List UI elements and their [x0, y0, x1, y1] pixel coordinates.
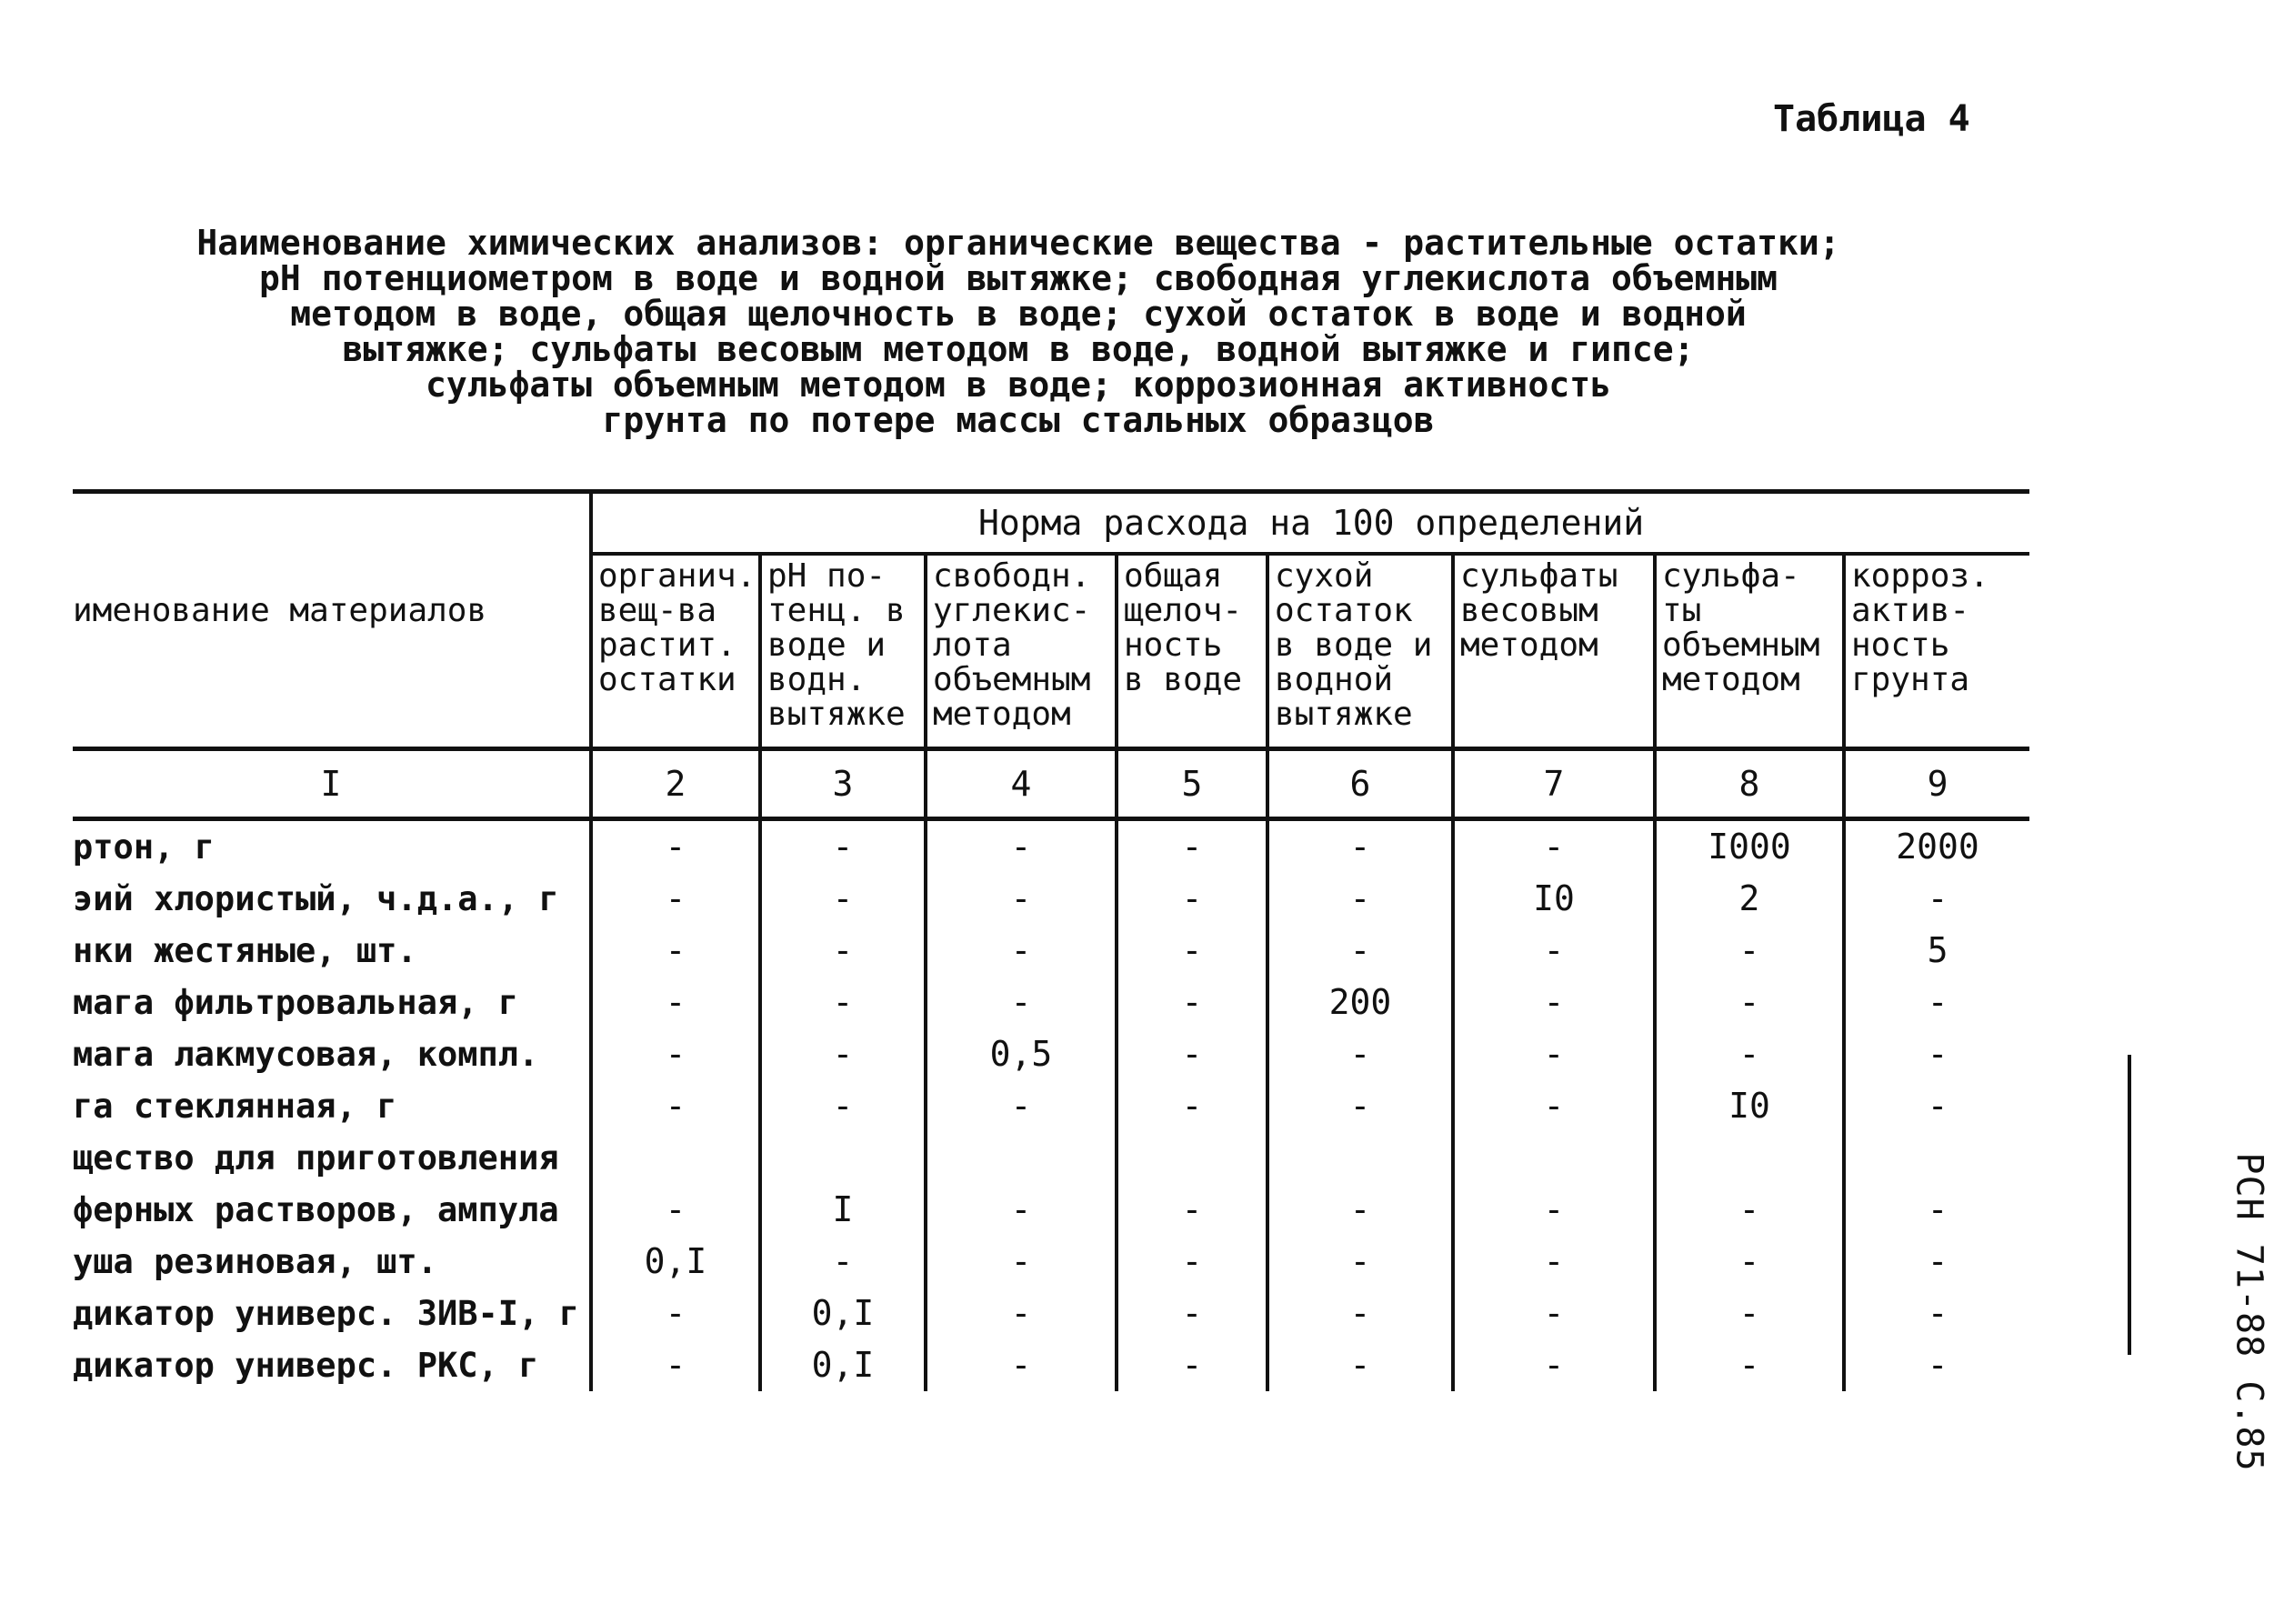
norm-value: 0,I — [760, 1339, 926, 1391]
table-row — [73, 1236, 2029, 1288]
norm-value: - — [1117, 925, 1267, 977]
norm-value: I — [760, 1184, 926, 1236]
norm-value: - — [926, 977, 1117, 1028]
norm-value: I0 — [1655, 1080, 1844, 1132]
material-name: ферных растворов, ампула — [73, 1190, 559, 1229]
materials-header: именование материалов — [73, 492, 591, 749]
material-name: дикатор универс. ЗИВ-I, г — [73, 1294, 579, 1333]
side-rule — [2128, 1055, 2131, 1355]
col-header-ph: рН по- тенц. в воде и водн. вытяжке — [760, 554, 926, 749]
column-number: 2 — [591, 749, 760, 819]
norm-value — [926, 1132, 1117, 1184]
norm-value: - — [760, 819, 926, 874]
norm-value: - — [1267, 873, 1453, 925]
table-row — [73, 1288, 2029, 1339]
norm-value: - — [1453, 1080, 1655, 1132]
norm-value: - — [760, 873, 926, 925]
norm-value: - — [1267, 1236, 1453, 1288]
table-heading — [109, 223, 1928, 440]
norm-value: 0,5 — [926, 1028, 1117, 1080]
norm-value: - — [1267, 819, 1453, 874]
norm-value: - — [926, 1236, 1117, 1288]
norm-value: - — [591, 873, 760, 925]
norm-value: - — [1655, 1028, 1844, 1080]
norm-value: 0,I — [760, 1288, 926, 1339]
table-body — [73, 819, 2029, 1392]
heading-line: сульфаты объемным методом в воде; коррозионная активность — [425, 365, 1612, 405]
norm-value: 2000 — [1844, 819, 2029, 874]
norm-value: - — [760, 1028, 926, 1080]
column-number: 7 — [1453, 749, 1655, 819]
norm-value: - — [1267, 925, 1453, 977]
norm-value: - — [1117, 1339, 1267, 1391]
table-number-label: Таблица 4 — [1773, 98, 1970, 140]
norm-value: - — [1453, 1339, 1655, 1391]
norm-value — [1267, 1132, 1453, 1184]
norm-value: I0 — [1453, 873, 1655, 925]
table-row — [73, 873, 2029, 925]
norm-value: - — [1117, 1288, 1267, 1339]
norm-value: - — [1117, 873, 1267, 925]
table-row — [73, 1132, 2029, 1184]
materials-table — [73, 489, 2029, 1391]
norm-value: - — [1117, 819, 1267, 874]
norm-value: - — [926, 1080, 1117, 1132]
norm-value: - — [926, 1339, 1117, 1391]
norm-value: - — [1655, 1288, 1844, 1339]
material-name: щество для приготовления — [73, 1138, 559, 1178]
norm-value: - — [1117, 1080, 1267, 1132]
col-header-organic: органич. вещ-ва растит. остатки — [591, 554, 760, 749]
column-number: 9 — [1844, 749, 2029, 819]
norm-value: - — [591, 1288, 760, 1339]
material-name: уша резиновая, шт. — [73, 1242, 437, 1281]
norm-value: - — [1844, 1236, 2029, 1288]
table-row — [73, 977, 2029, 1028]
norm-value: - — [1844, 1288, 2029, 1339]
norm-value: - — [760, 1236, 926, 1288]
norm-value: - — [1453, 925, 1655, 977]
column-number: I — [73, 749, 591, 819]
norm-value — [1453, 1132, 1655, 1184]
norm-value — [591, 1132, 760, 1184]
norm-value: - — [1117, 977, 1267, 1028]
norm-value: - — [1655, 977, 1844, 1028]
heading-line: методом в воде, общая щелочность в воде; сухой остаток в воде и водной — [290, 294, 1747, 334]
norm-value: - — [1267, 1080, 1453, 1132]
material-name: га стеклянная, г — [73, 1087, 397, 1126]
col-header-corrosion: корроз. актив- ность грунта — [1844, 554, 2029, 749]
column-number: 8 — [1655, 749, 1844, 819]
norm-value: - — [926, 925, 1117, 977]
document-code: РСН 71-88 С.85 — [2228, 1152, 2270, 1472]
norm-value: - — [760, 1080, 926, 1132]
norm-value: - — [1453, 1236, 1655, 1288]
norm-value: - — [760, 977, 926, 1028]
norm-value: - — [1844, 1080, 2029, 1132]
norm-value: 0,I — [591, 1236, 760, 1288]
table-row — [73, 1339, 2029, 1391]
norm-value: - — [926, 1184, 1117, 1236]
norm-value — [1655, 1132, 1844, 1184]
norm-value: - — [1267, 1028, 1453, 1080]
norm-value: - — [591, 1028, 760, 1080]
col-header-co2: свободн. углекис- лота объемным методом — [926, 554, 1117, 749]
norm-value: - — [1655, 1184, 1844, 1236]
col-header-sulfates-weight: сульфаты весовым методом — [1453, 554, 1655, 749]
col-header-alkalinity: общая щелоч- ность в воде — [1117, 554, 1267, 749]
col-header-dry-residue: сухой остаток в воде и водной вытяжке — [1267, 554, 1453, 749]
norm-value: - — [1844, 1184, 2029, 1236]
norm-value: - — [1844, 873, 2029, 925]
norm-value: I000 — [1655, 819, 1844, 874]
material-name: ртон, г — [73, 827, 215, 867]
norm-value: 5 — [1844, 925, 2029, 977]
norm-value: - — [1453, 1184, 1655, 1236]
column-number: 5 — [1117, 749, 1267, 819]
table-row — [73, 1080, 2029, 1132]
norm-value: - — [1453, 977, 1655, 1028]
table-row — [73, 1028, 2029, 1080]
col-header-sulfates-volume: сульфа- ты объемным методом — [1655, 554, 1844, 749]
norm-value: - — [1117, 1028, 1267, 1080]
norm-header: Норма расхода на 100 определений — [591, 492, 2029, 555]
heading-line: вытяжке; сульфаты весовым методом в воде, водной вытяжке и гипсе; — [342, 329, 1695, 369]
norm-value: - — [1117, 1184, 1267, 1236]
norm-value: - — [926, 819, 1117, 874]
norm-value: - — [591, 977, 760, 1028]
norm-value: - — [591, 1184, 760, 1236]
material-name: мага лакмусовая, компл. — [73, 1035, 539, 1074]
norm-value: - — [1655, 1236, 1844, 1288]
norm-value: - — [591, 925, 760, 977]
material-name: дикатор универс. РКС, г — [73, 1346, 539, 1385]
norm-value: - — [1844, 977, 2029, 1028]
header-row — [73, 492, 2029, 555]
column-number: 4 — [926, 749, 1117, 819]
table-row — [73, 1184, 2029, 1236]
norm-value: 200 — [1267, 977, 1453, 1028]
column-number: 6 — [1267, 749, 1453, 819]
norm-value: - — [926, 1288, 1117, 1339]
norm-value: - — [1267, 1339, 1453, 1391]
norm-value: - — [1453, 1028, 1655, 1080]
heading-line: грунта по потере массы стальных образцов — [602, 400, 1435, 440]
material-name: мага фильтровальная, г — [73, 983, 519, 1022]
norm-value: - — [1655, 925, 1844, 977]
norm-value: - — [1655, 1339, 1844, 1391]
heading-line: рН потенциометром в воде и водной вытяжке; свободная углекислота объемным — [258, 258, 1778, 298]
material-name: нки жестяные, шт. — [73, 931, 417, 970]
norm-value — [1844, 1132, 2029, 1184]
norm-value — [1117, 1132, 1267, 1184]
norm-value: - — [760, 925, 926, 977]
material-name: эий хлористый, ч.д.а., г — [73, 879, 559, 918]
norm-value: - — [1844, 1028, 2029, 1080]
norm-value: - — [926, 873, 1117, 925]
norm-value: - — [1453, 1288, 1655, 1339]
norm-value: - — [1844, 1339, 2029, 1391]
column-number: 3 — [760, 749, 926, 819]
norm-value: - — [1117, 1236, 1267, 1288]
table-row — [73, 819, 2029, 874]
norm-value — [760, 1132, 926, 1184]
column-number-row — [73, 749, 2029, 819]
norm-value: - — [591, 1339, 760, 1391]
norm-value: - — [591, 819, 760, 874]
norm-value: 2 — [1655, 873, 1844, 925]
norm-value: - — [1267, 1184, 1453, 1236]
norm-value: - — [1453, 819, 1655, 874]
heading-line: Наименование химических анализов: органические вещества - растительные остатки; — [196, 223, 1840, 263]
norm-value: - — [591, 1080, 760, 1132]
norm-value: - — [1267, 1288, 1453, 1339]
table-row — [73, 925, 2029, 977]
